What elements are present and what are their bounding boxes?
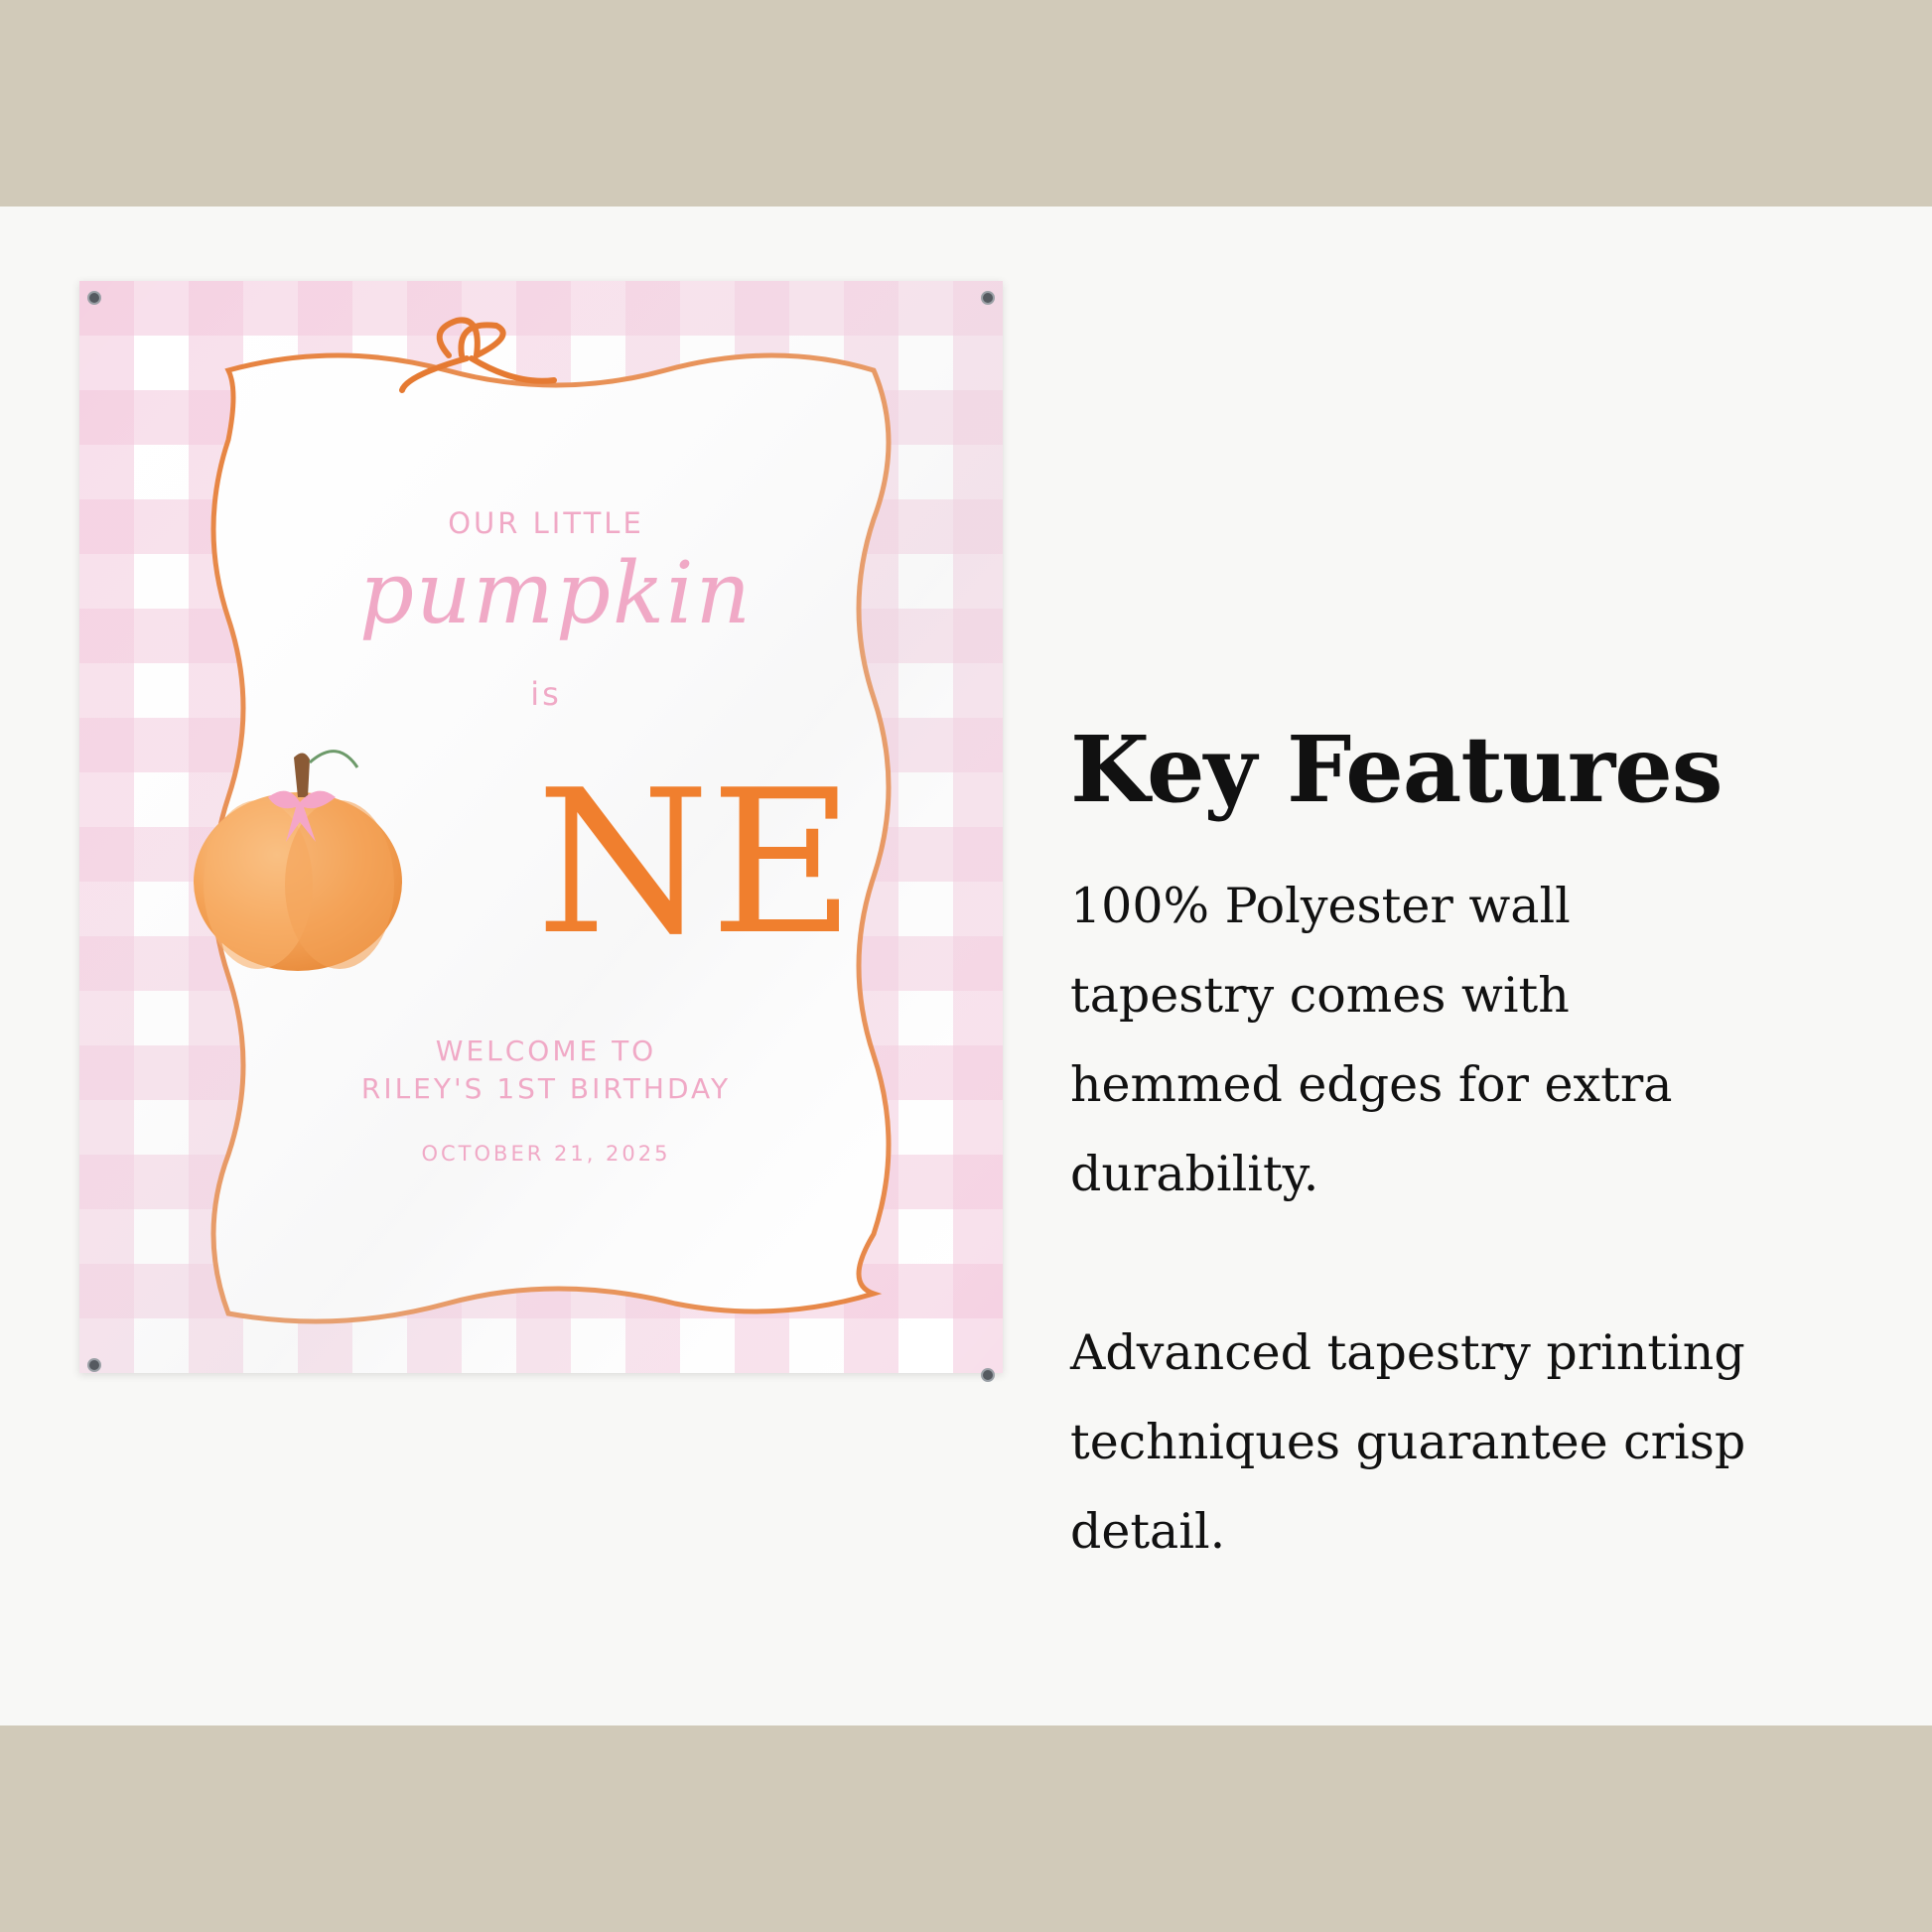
tapestry-line-is: is (530, 675, 562, 713)
grommet (981, 291, 995, 305)
tapestry-welcome: WELCOME TO (435, 1035, 657, 1067)
features-paragraph-1: 100% Polyester wall tapestry comes with hemmed edges for extra durability. (1070, 878, 1673, 1203)
key-features-panel (1070, 715, 1924, 1577)
grommet (87, 1358, 101, 1372)
bottom-band (0, 1725, 1932, 1932)
grommet (87, 291, 101, 305)
features-title: Key Features (1070, 716, 1723, 823)
tapestry-line-one: NE (536, 748, 855, 979)
features-paragraph-2: Advanced tapestry printing techniques guarantee crisp detail. (1070, 1324, 1746, 1561)
top-band (0, 0, 1932, 207)
grommet (981, 1368, 995, 1382)
tapestry-date: OCTOBER 21, 2025 (421, 1142, 671, 1166)
tapestry-line-pumpkin: pumpkin (358, 544, 754, 643)
tapestry-name-line: RILEY'S 1ST BIRTHDAY (360, 1072, 732, 1105)
tapestry-line-our-little: OUR LITTLE (448, 506, 644, 540)
